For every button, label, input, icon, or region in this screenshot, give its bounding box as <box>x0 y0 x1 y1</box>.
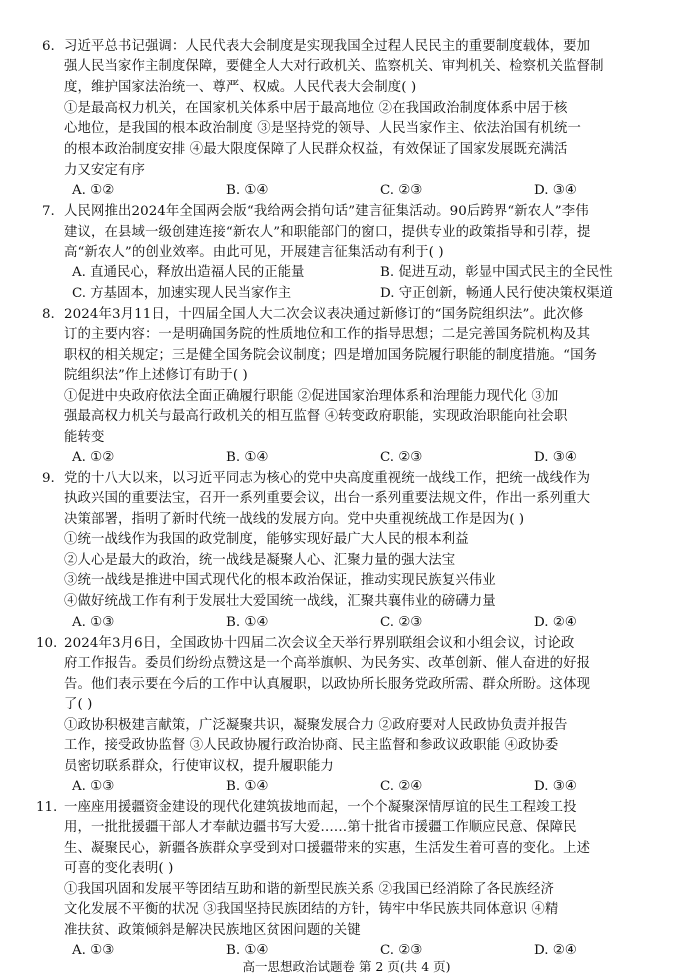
option-d[interactable]: D. ③④ <box>534 779 577 794</box>
question-text-line: 2024年3月11日，十四届全国人大二次会议表决通过新修订的“国务院组织法”。此次修 <box>64 307 584 322</box>
option-b[interactable]: B. 促进互动，彰显中国式民主的全民性 <box>380 265 613 280</box>
statement-line: ①促进中央政府依法全面正确履行职能 ②促进国家治理体系和治理能力现代化 ③加 <box>64 389 559 404</box>
option-a[interactable]: A. 直通民心，释放出造福人民的正能量 <box>72 265 305 280</box>
page-footer: 高一思想政治试题卷 第 2 页(共 4 页) <box>242 959 451 974</box>
question-number: 7. <box>42 204 55 219</box>
statement-line: 强最高权力机关与最高行政机关的相互监督 ④转变政府职能，实现政治职能向社会职 <box>64 409 568 424</box>
option-a[interactable]: A. ①③ <box>72 779 115 794</box>
option-d[interactable]: D. ②④ <box>534 943 577 958</box>
option-c[interactable]: C. ②③ <box>380 183 423 198</box>
question-text-line: 告。他们表示要在今后的工作中认真履职，以政协所长服务党政所需、群众所盼。这体现 <box>64 677 591 692</box>
question-text-line: 院组织法”作上述修订有助于( ) <box>64 368 248 383</box>
statement-line: 工作，接受政协监督 ③人民政协履行政治协商、民主监督和参政议政职能 ④政协委 <box>64 738 559 753</box>
option-a[interactable]: A. ①③ <box>72 943 115 958</box>
question-text-line: 订的主要内容：一是明确国务院的性质地位和工作的指导思想；二是完善国务院机构及其 <box>64 327 591 342</box>
statement-line: 能转变 <box>64 430 105 445</box>
statement-line: ④做好统战工作有利于发展壮大爱国统一战线，汇聚共襄伟业的磅礴力量 <box>64 594 496 609</box>
option-b[interactable]: B. ①④ <box>226 943 269 958</box>
statement-line: 力又安定有序 <box>64 163 145 178</box>
question-text-line: 生、凝聚民心，新疆各族群众享受到对口援疆带来的实惠，生活发生着可喜的变化。上述 <box>64 841 591 856</box>
statement-line: ①统一战线作为我国的政党制度，能够实现好最广大人民的根本利益 <box>64 532 469 547</box>
statement-line: ①政协积极建言献策，广泛凝聚共识，凝聚发展合力 ②政府要对人民政协负责并报告 <box>64 718 568 733</box>
option-a[interactable]: A. ①② <box>72 183 115 198</box>
question-number: 10. <box>36 636 58 651</box>
question-number: 9. <box>42 471 55 486</box>
option-d[interactable]: D. 守正创新，畅通人民行使决策权渠道 <box>380 286 614 301</box>
option-b[interactable]: B. ①④ <box>226 450 269 465</box>
question-text-line: 用，一批批援疆干部人才奉献边疆书写大爱……第十批省市援疆工作顺应民意、保障民 <box>64 820 577 835</box>
option-a[interactable]: A. ①③ <box>72 615 115 630</box>
question-number: 8. <box>42 307 55 322</box>
question-text-line: 习近平总书记强调：人民代表大会制度是实现我国全过程人民民主的重要制度载体，要加 <box>64 39 591 54</box>
question-text-line: 可喜的变化表明( ) <box>64 861 174 876</box>
statement-line: 心地位，是我国的根本政治制度 ③是坚持党的领导、人民当家作主、依法治国有机统一 <box>64 121 581 136</box>
option-b[interactable]: B. ①④ <box>226 615 269 630</box>
question-text-line: 度，维护国家法治统一、尊严、权威。人民代表大会制度( ) <box>64 80 417 95</box>
option-c[interactable]: C. ②③ <box>380 615 423 630</box>
statement-line: 的根本政治制度安排 ④最大限度保障了人民群众权益，有效保证了国家发展既充满活 <box>64 142 568 157</box>
question-text-line: 了( ) <box>64 697 93 712</box>
question-text-line: 人民网推出2024年全国两会版“我给两会捎句话”建言征集活动。90后跨界“新农人”李伟 <box>64 204 589 219</box>
statement-line: 员密切联系群众，行使审议权，提升履职能力 <box>64 759 334 774</box>
question-text-line: 高“新农人”的创业效率。由此可见，开展建言征集活动有利于( ) <box>64 245 444 260</box>
question-number: 6. <box>42 39 55 54</box>
option-b[interactable]: B. ①④ <box>226 183 269 198</box>
statement-line: ③统一战线是推进中国式现代化的根本政治保证，推动实现民族复兴伟业 <box>64 573 496 588</box>
statement-line: 准扶贫、政策倾斜是解决民族地区贫困问题的关键 <box>64 923 361 938</box>
statement-line: ①是最高权力机关，在国家机关体系中居于最高地位 ②在我国政治制度体系中居于核 <box>64 101 568 116</box>
option-b[interactable]: B. ①④ <box>226 779 269 794</box>
statement-line: 文化发展不平衡的状况 ③我国坚持民族团结的方针，铸牢中华民族共同体意识 ④精 <box>64 902 559 917</box>
option-c[interactable]: C. ②④ <box>380 779 423 794</box>
option-c[interactable]: C. ②③ <box>380 943 423 958</box>
option-a[interactable]: A. ①② <box>72 450 115 465</box>
option-d[interactable]: D. ③④ <box>534 183 577 198</box>
question-number: 11. <box>36 800 58 815</box>
question-text-line: 强人民当家作主制度保障，要健全人大对行政机关、监察机关、审判机关、检察机关监督制 <box>64 59 604 74</box>
question-text-line: 一座座用援疆资金建设的现代化建筑拔地而起，一个个凝聚深情厚谊的民生工程竣工投 <box>64 800 577 815</box>
option-d[interactable]: D. ③④ <box>534 450 577 465</box>
question-text-line: 府工作报告。委员们纷纷点赞这是一个高举旗帜、为民务实、改革创新、催人奋进的好报 <box>64 656 591 671</box>
option-c[interactable]: C. ②③ <box>380 450 423 465</box>
option-d[interactable]: D. ②④ <box>534 615 577 630</box>
question-text-line: 建议，在县域一级创建连接“新农人”和职能部门的窗口，提供专业的政策指导和引荐，提 <box>64 225 591 240</box>
option-c[interactable]: C. 方基固本，加速实现人民当家作主 <box>72 286 292 301</box>
question-text-line: 党的十八大以来，以习近平同志为核心的党中央高度重视统一战线工作，把统一战线作为 <box>64 471 591 486</box>
question-text-line: 执政兴国的重要法宝，召开一系列重要会议，出台一系列重要法规文件，作出一系列重大 <box>64 491 591 506</box>
question-text-line: 2024年3月6日，全国政协十四届二次会议全天举行界别联组会议和小组会议，讨论政 <box>64 636 575 651</box>
question-text-line: 决策部署，指明了新时代统一战线的发展方向。党中央重视统战工作是因为( ) <box>64 512 525 527</box>
statement-line: ②人心是最大的政治，统一战线是凝聚人心、汇聚力量的强大法宝 <box>64 553 456 568</box>
statement-line: ①我国巩固和发展平等团结互助和谐的新型民族关系 ②我国已经消除了各民族经济 <box>64 882 555 897</box>
question-text-line: 职权的相关规定；三是健全国务院会议制度；四是增加国务院履行职能的制度措施。“国务 <box>64 348 598 363</box>
